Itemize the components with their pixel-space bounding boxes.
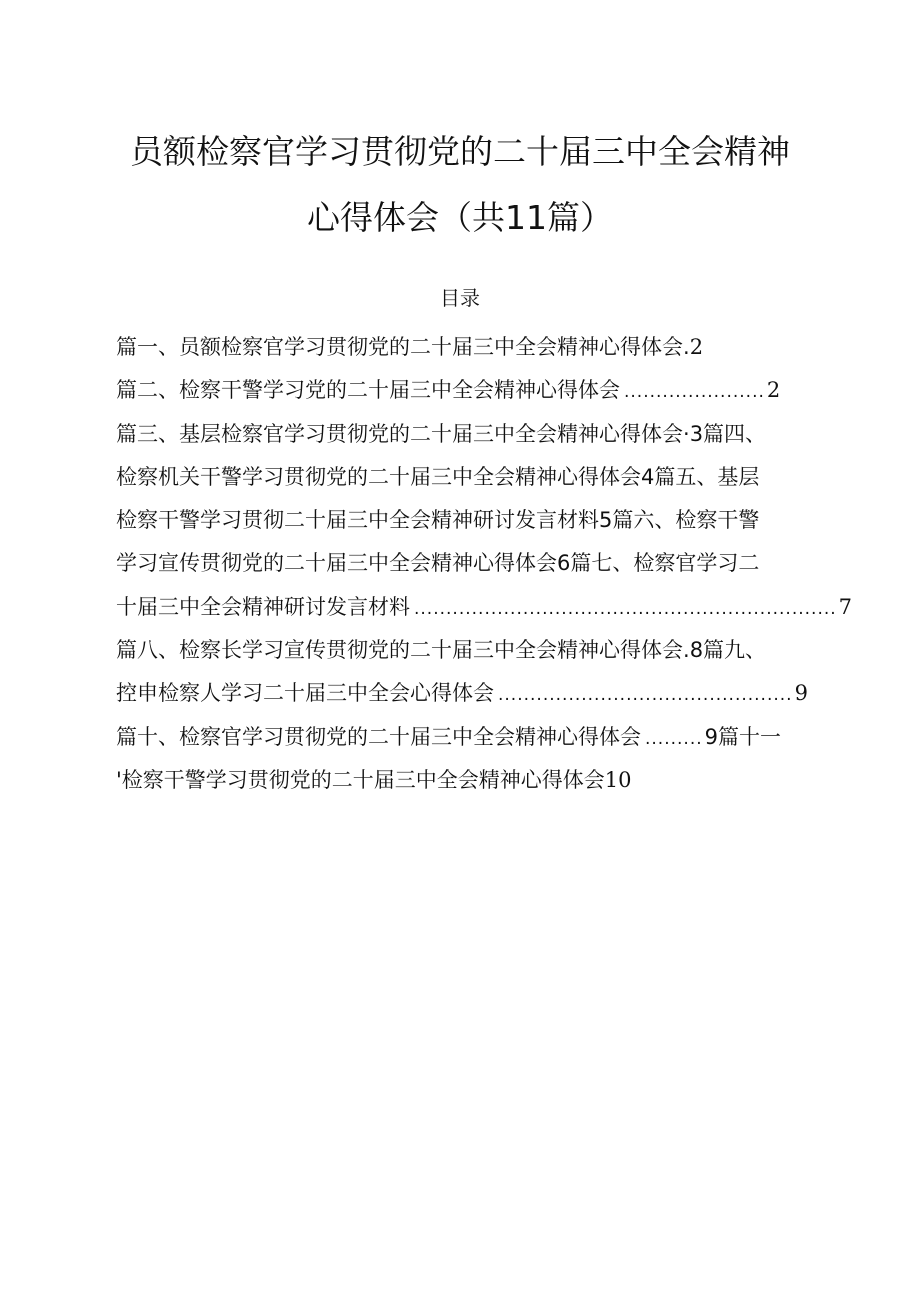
- toc-entry[interactable]: [116, 456, 846, 499]
- toc-entry-text: 十届三中全会精神研讨发言材料: [116, 594, 410, 619]
- toc-entry-page: 10: [604, 767, 632, 792]
- toc-entry-tail: 9篇十一: [704, 724, 782, 749]
- document-title-line-2: 心得体会（共11篇）: [307, 198, 613, 237]
- toc-entry-page: 2: [689, 335, 704, 359]
- toc-entry[interactable]: [116, 586, 853, 629]
- toc-entry-text: 篇八、检察长学习宣传贯彻党的二十届三中全会精神心得体会.: [116, 638, 690, 663]
- toc-entry-text: 篇十、检察官学习贯彻党的二十届三中全会精神心得体会: [116, 724, 641, 749]
- toc-entry[interactable]: [116, 629, 846, 672]
- toc-entry[interactable]: [116, 716, 846, 759]
- document-title-line-1: 员额检察官学习贯彻党的二十届三中全会精神: [130, 132, 790, 171]
- toc-entry-text: 篇二、检察干警学习党的二十届三中全会精神心得体会: [116, 378, 620, 403]
- toc-leader-dots: ..................................................................: [414, 598, 837, 619]
- toc-entry-text: 控申检察人学习二十届三中全会心得体会: [116, 681, 494, 706]
- toc-entry-page: 9: [794, 681, 808, 706]
- toc-entry-tail: 6篇七、检察官学习二: [557, 551, 760, 576]
- toc-entry[interactable]: [116, 326, 846, 369]
- toc-entry[interactable]: [116, 759, 846, 802]
- toc-leader-dots: ..............................................: [498, 685, 793, 706]
- toc-entry[interactable]: [116, 413, 846, 456]
- toc-entry[interactable]: [116, 672, 846, 715]
- toc-entry-text: 学习宣传贯彻党的二十届三中全会精神心得体会: [116, 551, 557, 576]
- toc-entry[interactable]: [116, 369, 846, 412]
- toc-entry-tail: 4篇五、基层: [641, 464, 760, 489]
- toc-entry-text: 检察干警学习贯彻二十届三中全会精神研讨发言材料: [116, 508, 599, 533]
- toc-entry-page: 2: [766, 378, 781, 403]
- toc-leader-dots: ......................: [624, 382, 765, 403]
- toc-entry-text: 检察机关干警学习贯彻党的二十届三中全会精神心得体会: [116, 464, 641, 489]
- toc-entry-page: 7: [838, 594, 853, 619]
- toc-entry-text: 篇一、员额检察官学习贯彻党的二十届三中全会精神心得体会.: [116, 335, 690, 359]
- toc-entry-tail: 8篇九、: [689, 638, 767, 663]
- toc-entry-tail: 5篇六、检察干警: [599, 508, 760, 533]
- toc-entry-tail: 3篇四、: [689, 421, 767, 446]
- toc-entry-text: 篇三、基层检察官学习贯彻党的二十届三中全会精神心得体会·: [116, 421, 690, 446]
- toc-leader-dots: .........: [645, 728, 703, 749]
- table-of-contents: [116, 326, 853, 802]
- toc-entry[interactable]: [116, 499, 846, 542]
- toc-heading: 目录: [440, 286, 480, 310]
- toc-entry[interactable]: [116, 542, 846, 585]
- toc-entry-text: '检察干警学习贯彻党的二十届三中全会精神心得体会: [116, 767, 605, 792]
